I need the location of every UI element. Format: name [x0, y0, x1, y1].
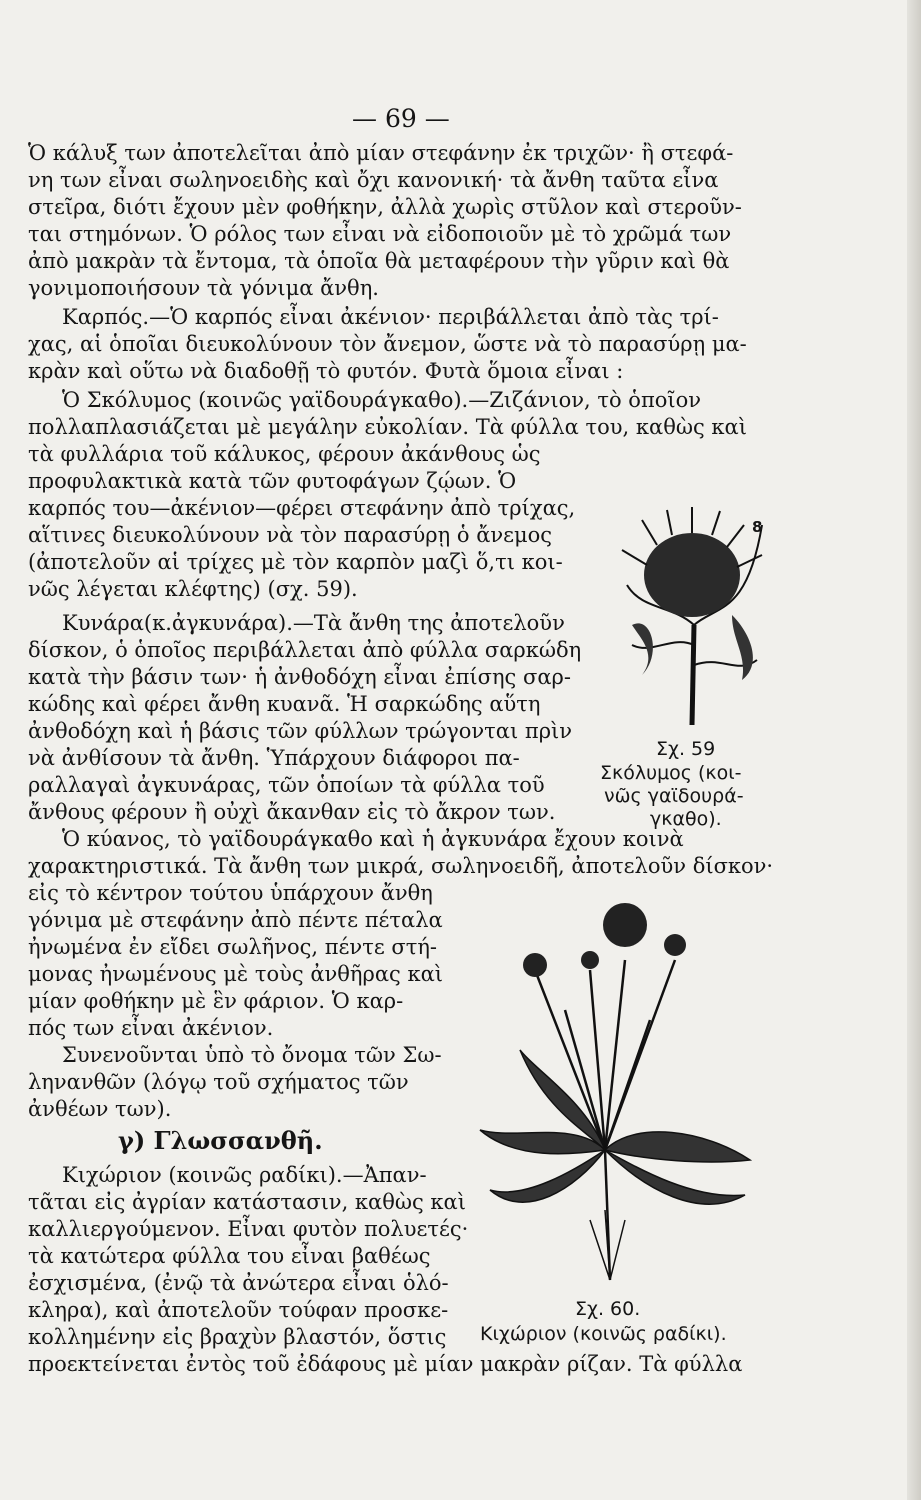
figure-60-caption: Κιχώριον (κοινῶς ραδίκι). — [480, 1323, 727, 1345]
text-line: καλλιεργούμενον. Εἶναι φυτὸν πολυετές· — [28, 1217, 469, 1241]
text-line: καρπός του—ἀκένιον—φέρει στεφάνην ἀπὸ τρίχας, — [28, 496, 576, 520]
text-line: κατὰ τὴν βάσιν των· ἡ ἀνθοδόχη εἶναι ἐπίσης σαρ- — [28, 665, 571, 689]
text-line: δίσκον, ὁ ὁποῖος περιβάλλεται ἀπὸ φύλλα σαρκώδη — [28, 638, 582, 662]
text-line: ἠνωμένα ἐν εἴδει σωλῆνος, πέντε στή- — [28, 935, 437, 959]
text-line: γόνιμα μὲ στεφάνην ἀπὸ πέντε πέταλα — [28, 908, 443, 932]
text-line: (ἀποτελοῦν αἱ τρίχες μὲ τὸν καρπὸν μαζὶ ὅ,τι κοι- — [28, 550, 563, 574]
text-line: ραλλαγαὶ ἀγκυνάρας, τῶν ὁποίων τὰ φύλλα τοῦ — [28, 773, 545, 797]
text-line: χαρακτηριστικά. Τὰ ἄνθη των μικρά, σωληνοειδῆ, ἀποτελοῦν δίσκον· — [28, 854, 774, 878]
text-line: γονιμοποιήσουν τὰ γόνιμα ἄνθη. — [28, 276, 379, 300]
text-line: Κιχώριον (κοινῶς ραδίκι).—Ἀπαν- — [62, 1163, 427, 1187]
figure-mark: 8 — [752, 518, 763, 536]
text-line: Καρπός.—Ὁ καρπός εἶναι ἀκένιον· περιβάλλεται ἀπὸ τὰς τρί- — [62, 305, 719, 329]
text-line: νη των εἶναι σωληνοειδὴς καὶ ὄχι κανονική· τὰ ἄνθη ταῦτα εἶνα — [28, 168, 719, 192]
text-line: ται στημόνων. Ὁ ρόλος των εἶναι νὰ εἰδοποιοῦν μὲ τὸ χρῶμά των — [28, 222, 732, 246]
text-line: τᾶται εἰς ἀγρίαν κατάστασιν, καθὼς καὶ — [28, 1190, 466, 1214]
text-line: προεκτείνεται ἐντὸς τοῦ ἐδάφους μὲ μίαν μακρὰν ρίζαν. Τὰ φύλλα — [28, 1352, 743, 1376]
text-line: ἀνθέων των). — [28, 1097, 172, 1121]
text-line: Συνενοῦνται ὑπὸ τὸ ὄνομα τῶν Σω- — [62, 1043, 442, 1067]
figure-59-caption: νῶς γαϊδουρά- — [604, 785, 744, 807]
text-line: αἵτινες διευκολύνουν νὰ τὸν παρασύρῃ ὁ ἄνεμος — [28, 523, 553, 547]
figure-59-caption: Σκόλυμος (κοι- — [600, 762, 742, 784]
text-line: κρὰν καὶ οὕτω νὰ διαδοθῇ τὸ φυτόν. Φυτὰ ὅμοια εἶναι : — [28, 359, 624, 383]
text-line: προφυλακτικὰ κατὰ τῶν φυτοφάγων ζῴων. Ὁ — [28, 469, 517, 493]
text-line: χας, αἱ ὁποῖαι διευκολύνουν τὸν ἄνεμον, ὥστε νὰ τὸ παρασύρῃ μα- — [28, 332, 747, 356]
figure-59-number: Σχ. 59 — [656, 738, 716, 760]
text-line: νὰ ἀνθίσουν τὰ ἄνθη. Ὑπάρχουν διάφοροι πα- — [28, 746, 520, 770]
text-line: ἄνθους φέρουν ἢ οὐχὶ ἄκανθαν εἰς τὸ ἄκρον των. — [28, 800, 556, 824]
scolymus-illustration — [612, 505, 772, 730]
figure-59-caption: γκαθο). — [650, 808, 722, 830]
text-line: ἐσχισμένα, (ἐνῷ τὰ ἀνώτερα εἶναι ὁλό- — [28, 1271, 449, 1295]
text-line: Ὁ Σκόλυμος (κοινῶς γαϊδουράγκαθο).—Ζιζάνιον, τὸ ὁποῖον — [62, 388, 702, 412]
text-line: στεῖρα, διότι ἔχουν μὲν φοθήκην, ἀλλὰ χωρὶς στῦλον καὶ στεροῦν- — [28, 195, 742, 219]
page-number: — 69 — — [352, 104, 450, 133]
text-line: κολλημένην εἰς βραχὺν βλαστόν, ὅστις — [28, 1325, 447, 1349]
text-line: Κυνάρα(κ.ἀγκυνάρα).—Τὰ ἄνθη της ἀποτελοῦν — [62, 611, 565, 635]
text-line: κληρα), καὶ ἀποτελοῦν τούφαν προσκε- — [28, 1298, 449, 1322]
text-line: μίαν φοθήκην μὲ ἓν φάριον. Ὁ καρ- — [28, 989, 404, 1013]
text-line: εἰς τὸ κέντρον τούτου ὑπάρχουν ἄνθη — [28, 881, 433, 905]
text-line: τὰ κατώτερα φύλλα του εἶναι βαθέως — [28, 1244, 431, 1268]
figure-60-number: Σχ. 60. — [575, 1298, 641, 1320]
text-line: πολλαπλασιάζεται μὲ μεγάλην εὐκολίαν. Τὰ φύλλα του, καθὼς καὶ — [28, 415, 747, 439]
chicory-illustration — [475, 900, 760, 1290]
text-line: ληνανθῶν (λόγῳ τοῦ σχήματος τῶν — [28, 1070, 409, 1094]
text-line: πός των εἶναι ἀκένιον. — [28, 1016, 274, 1040]
text-line: Ὁ κάλυξ των ἀποτελεῖται ἀπὸ μίαν στεφάνην ἐκ τριχῶν· ἢ στεφά- — [28, 141, 734, 165]
text-line: ἀνθοδόχη καὶ ἡ βάσις τῶν φύλλων τρώγονται πρὶν — [28, 719, 573, 743]
text-line: κώδης καὶ φέρει ἄνθη κυανᾶ. Ἡ σαρκώδης αὕτη — [28, 692, 541, 716]
text-line: Ὁ κύανος, τὸ γαϊδουράγκαθο καὶ ἡ ἀγκυνάρα ἔχουν κοινὰ — [62, 827, 684, 851]
text-line: ἀπὸ μακρὰν τὰ ἔντομα, τὰ ὁποῖα θὰ μεταφέρουν τὴν γῦριν καὶ θὰ — [28, 249, 730, 273]
page-edge — [907, 0, 921, 1500]
text-line: μονας ἠνωμένους μὲ τοὺς ἀνθῆρας καὶ — [28, 962, 444, 986]
text-line: τὰ φυλλάρια τοῦ κάλυκος, φέρουν ἀκάνθους ὡς — [28, 442, 541, 466]
section-heading: γ) Γλωσσανθῆ. — [118, 1126, 323, 1155]
text-line: νῶς λέγεται κλέφτης) (σχ. 59). — [28, 577, 358, 601]
